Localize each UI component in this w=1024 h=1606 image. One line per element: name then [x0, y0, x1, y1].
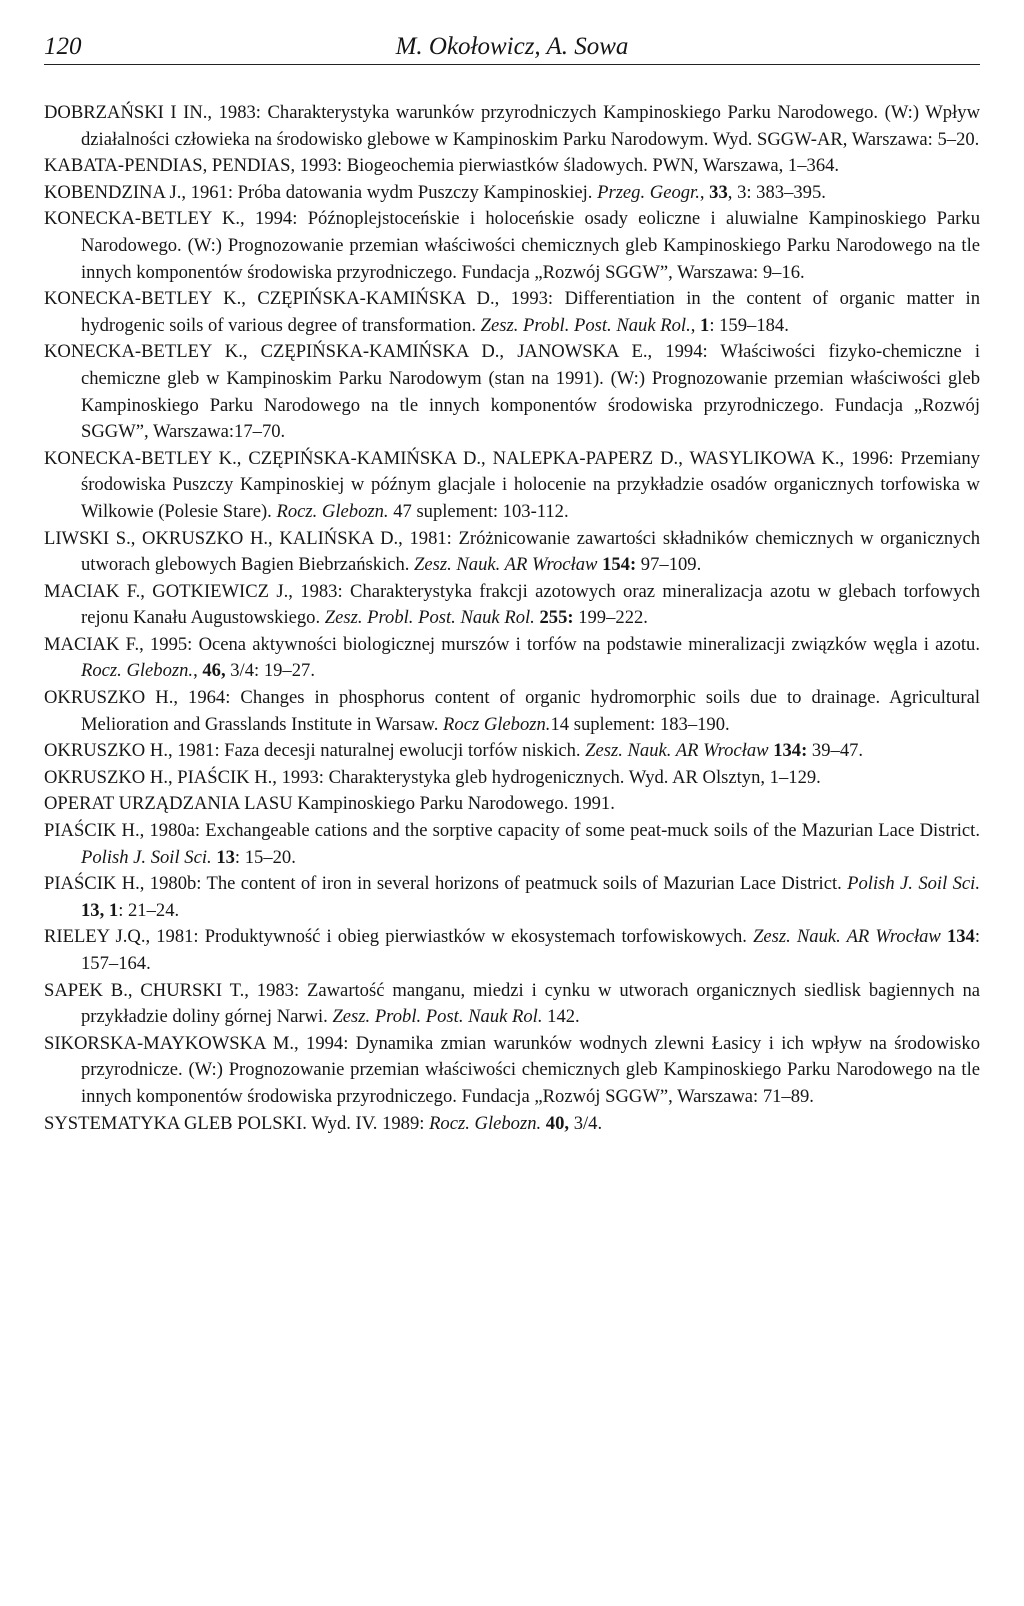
reference-entry — [44, 632, 980, 685]
reference-text: KABATA-PENDIAS, PENDIAS, 1993: Biogeochemia pierwiastków śladowych. PWN, Warszawa, 1–364. — [44, 155, 840, 177]
reference-entry — [44, 339, 980, 445]
reference-volume: 154: — [602, 554, 637, 576]
reference-text: MACIAK F., GOTKIEWICZ J., 1983: Charakterystyka frakcji azotowych oraz mineralizacja azotu w glebach torfowych rejonu Kanału Augustowskiego. — [44, 580, 980, 629]
reference-journal: Zesz. Probl. Post. Nauk Rol. — [480, 314, 691, 336]
reference-journal: Rocz. Glebozn. — [429, 1112, 542, 1134]
reference-entry — [44, 924, 980, 977]
reference-entry — [44, 153, 980, 180]
reference-entry — [44, 791, 980, 818]
reference-entry — [44, 818, 980, 871]
reference-entry — [44, 1031, 980, 1111]
reference-journal: Rocz Glebozn. — [443, 713, 551, 735]
reference-text: , — [699, 181, 710, 203]
reference-text: 3/4: 19–27. — [225, 660, 315, 682]
reference-journal: Zesz. Nauk. AR Wrocław — [414, 554, 598, 576]
reference-text: OKRUSZKO H., 1964: Changes in phosphorus content of organic hydromorphic soils due to drainage. Agricultural Melioration and Grasslands Institute in Warsaw. — [44, 687, 980, 735]
reference-text: SYSTEMATYKA GLEB POLSKI. Wyd. IV. 1989: — [44, 1112, 430, 1134]
reference-volume: 33 — [709, 181, 728, 203]
reference-entry — [44, 685, 980, 738]
reference-entry — [44, 978, 980, 1031]
reference-text: 3/4. — [569, 1112, 603, 1134]
reference-text: , 3: 383–395. — [727, 181, 826, 203]
reference-text: 47 suplement: 103-112. — [388, 500, 569, 522]
reference-text: 97–109. — [636, 554, 702, 576]
reference-entry — [44, 100, 980, 153]
reference-text: KONECKA-BETLEY K., 1994: Późnoplejstoceńskie i holoceńskie osady eoliczne i aluwialne Kampinoskiego Parku Narodowego. (W:) Prognozowanie przemian właściwości chemicznych gleb Kampinoskiego Parku Narodowego na tle innych komponentów środowiska przyrodniczego. Fundacja „Rozwój SGGW”, Warszawa: 9–16. — [44, 208, 980, 283]
reference-text: OPERAT URZĄDZANIA LASU Kampinoskiego Parku Narodowego. 1991. — [44, 793, 615, 815]
reference-volume: 46, — [202, 660, 226, 682]
reference-volume: 134: — [773, 740, 808, 762]
reference-text: 14 suplement: 183–190. — [550, 713, 730, 735]
reference-journal: Polish J. Soil Sci. — [847, 873, 981, 895]
page-header — [44, 30, 980, 65]
reference-text: : 157–164. — [81, 926, 981, 974]
reference-text: KONECKA-BETLEY K., CZĘPIŃSKA-KAMIŃSKA D., 1993: Differentiation in the content of organic matter in hydrogenic soils of various degree of transformation. — [44, 288, 980, 336]
reference-text: PIAŚCIK H., 1980b: The content of iron in several horizons of peatmuck soils of Mazurian Lace District. — [44, 873, 848, 895]
reference-text: 142. — [542, 1006, 580, 1028]
reference-entry — [44, 180, 980, 207]
reference-entry — [44, 738, 980, 765]
reference-journal: Zesz. Probl. Post. Nauk Rol. — [332, 1006, 543, 1028]
reference-volume: 13, 1 — [81, 899, 119, 921]
reference-entry — [44, 446, 980, 526]
reference-text: , — [193, 660, 203, 682]
reference-volume: 13 — [216, 846, 235, 868]
reference-journal: Zesz. Probl. Post. Nauk Rol. — [324, 607, 535, 629]
reference-text: 39–47. — [807, 740, 864, 762]
reference-text: RIELEY J.Q., 1981: Produktywność i obieg pierwiastków w ekosystemach torfowiskowych. — [44, 926, 754, 948]
page-number: 120 — [44, 33, 82, 60]
reference-journal: Przeg. Geogr. — [597, 181, 700, 203]
reference-entry — [44, 765, 980, 792]
reference-entry — [44, 206, 980, 286]
reference-text: MACIAK F., 1995: Ocena aktywności biologicznej murszów i torfów na podstawie mineralizacji związków węgla i azotu. — [44, 633, 980, 655]
reference-text: 199–222. — [573, 607, 648, 629]
reference-entry — [44, 526, 980, 579]
reference-text: KONECKA-BETLEY K., CZĘPIŃSKA-KAMIŃSKA D., JANOWSKA E., 1994: Właściwości fizyko-chemiczne i chemiczne gleb w Kampinoskim Parku Narodowym (stan na 1991). (W:) Prognozowanie przemian właściwości gleb Kampinoskiego Parku Narodowego na tle innych komponentów środowiska przyrodniczego. Fundacja „Rozwój SGGW”, Warszawa:17–70. — [44, 341, 980, 443]
reference-entry — [44, 579, 980, 632]
reference-text: PIAŚCIK H., 1980a: Exchangeable cations and the sorptive capacity of some peat-muck soils of the Mazurian Lace District. — [44, 820, 980, 842]
reference-text: KONECKA-BETLEY K., CZĘPIŃSKA-KAMIŃSKA D., NALEPKA-PAPERZ D., WASYLIKOWA K., 1996: Przemiany środowiska Puszczy Kampinoskiej w późnym glacjale i holocenie na przykładzie osadów organicznych torfowiska w Wilkowie (Polesie Stare). — [44, 447, 980, 522]
reference-text: SIKORSKA-MAYKOWSKA M., 1994: Dynamika zmian warunków wodnych zlewni Łasicy i ich wpływ na środowisko przyrodnicze. (W:) Prognozowanie przemian właściwości chemicznych gleb Kampinoskiego Parku Narodowego na tle innych komponentów środowiska przyrodniczego. Fundacja „Rozwój SGGW”, Warszawa: 71–89. — [44, 1032, 980, 1107]
reference-text: KOBENDZINA J., 1961: Próba datowania wydm Puszczy Kampinoskiej. — [44, 181, 598, 203]
reference-entry — [44, 1111, 980, 1138]
reference-volume: 255: — [539, 607, 574, 629]
reference-volume: 134 — [946, 926, 975, 948]
running-title: M. Okołowicz, A. Sowa — [395, 33, 629, 60]
reference-text: OKRUSZKO H., PIAŚCIK H., 1993: Charakterystyka gleb hydrogenicznych. Wyd. AR Olsztyn, 1–129. — [44, 766, 821, 788]
reference-text: , — [690, 314, 701, 336]
reference-journal: Polish J. Soil Sci. — [81, 846, 212, 868]
reference-journal: Rocz. Glebozn. — [276, 500, 389, 522]
reference-text: : 21–24. — [118, 899, 180, 921]
reference-journal: Rocz. Glebozn. — [81, 660, 194, 682]
reference-text: OKRUSZKO H., 1981: Faza decesji naturalnej ewolucji torfów niskich. — [44, 740, 586, 762]
reference-journal: Zesz. Nauk. AR Wrocław — [585, 740, 769, 762]
reference-journal: Zesz. Nauk. AR Wrocław — [753, 926, 941, 948]
reference-volume: 1 — [700, 314, 710, 336]
reference-entry — [44, 286, 980, 339]
reference-list — [44, 100, 980, 1137]
reference-text: LIWSKI S., OKRUSZKO H., KALIŃSKA D., 1981: Zróżnicowanie zawartości składników chemicznych w organicznych utworach glebowych Bagien Biebrzańskich. — [44, 527, 980, 576]
reference-volume: 40, — [545, 1112, 570, 1134]
reference-text: DOBRZAŃSKI I IN., 1983: Charakterystyka warunków przyrodniczych Kampinoskiego Parku Narodowego. (W:) Wpływ działalności człowieka na środowisko glebowe w Kampinoskim Parku Narodowym. Wyd. SGGW-AR, Warszawa: 5–20. — [44, 102, 980, 150]
reference-text: : 15–20. — [234, 846, 296, 868]
reference-text: SAPEK B., CHURSKI T., 1983: Zawartość manganu, miedzi i cynku w utworach organicznych siedlisk bagiennych na przykładzie doliny górnej Narwi. — [44, 979, 980, 1028]
reference-text: : 159–184. — [709, 314, 789, 336]
reference-entry — [44, 871, 980, 924]
